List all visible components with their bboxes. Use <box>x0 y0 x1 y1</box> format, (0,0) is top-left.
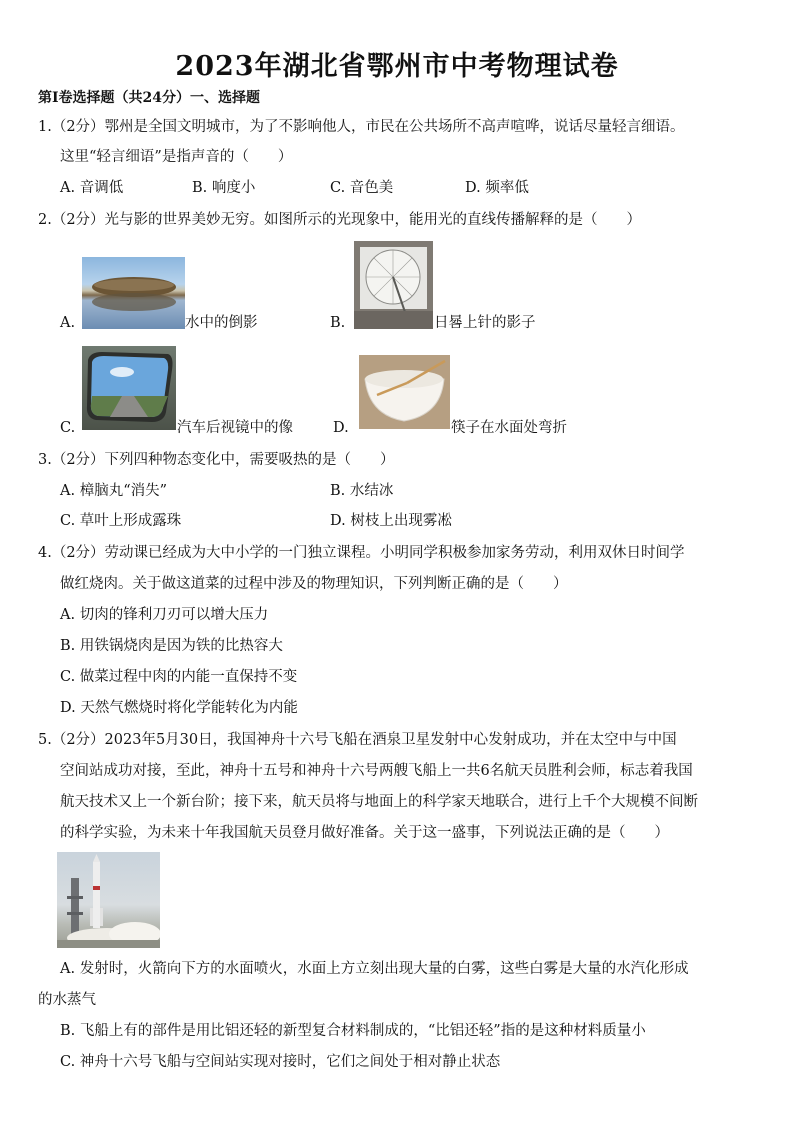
q3-option-d: D. 树枝上出现雾凇 <box>330 513 452 529</box>
q1-option-b: B. 响度小 <box>192 180 256 196</box>
rocket-launch-image <box>57 852 160 948</box>
q2-option-c-letter: C. <box>60 420 76 436</box>
car-mirror-drawing <box>82 346 176 430</box>
q3-option-c: C. 草叶上形成露珠 <box>60 513 182 529</box>
car-mirror-image <box>82 346 176 430</box>
q1-option-a: A. 音调低 <box>60 180 124 196</box>
bowl-chopstick-image <box>359 355 450 429</box>
q2-option-d-text: 筷子在水面处弯折 <box>451 420 567 436</box>
q3-stem: 3.（2分）下列四种物态变化中，需要吸热的是（ ） <box>38 452 395 468</box>
q2-option-b-text: 日晷上针的影子 <box>434 315 536 331</box>
q4-option-d: D. 天然气燃烧时将化学能转化为内能 <box>60 700 298 716</box>
sundial-image <box>354 241 433 329</box>
stadium-reflection-drawing <box>82 257 185 329</box>
q1-option-d: D. 频率低 <box>465 180 529 196</box>
q5-stem-line1: 5.（2分）2023年5月30日，我国神舟十六号飞船在酒泉卫星发射中心发射成功，并在太空中与中国 <box>38 732 677 748</box>
q1-stem-line2: 这里“轻言细语”是指声音的（ ） <box>60 149 293 165</box>
q5-stem-line4: 的科学实验，为未来十年我国航天员登月做好准备。关于这一盛事，下列说法正确的是（ ） <box>60 825 669 841</box>
q3-option-b: B. 水结冰 <box>330 483 394 499</box>
exam-title: 2023年湖北省鄂州市中考物理试卷 <box>175 51 619 82</box>
stadium-reflection-image <box>82 257 185 329</box>
q2-option-c-text: 汽车后视镜中的像 <box>177 420 293 436</box>
q1-option-c: C. 音色美 <box>330 180 394 196</box>
q2-option-a-text: 水中的倒影 <box>185 315 258 331</box>
q2-option-d-letter: D. <box>333 420 349 436</box>
sundial-drawing <box>354 241 433 329</box>
bowl-chopstick-drawing <box>359 355 450 429</box>
q3-option-a: A. 樟脑丸“消失” <box>60 483 168 499</box>
q4-stem-line2: 做红烧肉。关于做这道菜的过程中涉及的物理知识，下列判断正确的是（ ） <box>60 576 568 592</box>
rocket-launch-drawing <box>57 852 160 948</box>
q2-option-a-letter: A. <box>60 315 76 331</box>
q4-option-b: B. 用铁锅烧肉是因为铁的比热容大 <box>60 638 283 654</box>
q4-option-a: A. 切肉的锋利刀刃可以增大压力 <box>60 607 269 623</box>
q4-option-c: C. 做菜过程中肉的内能一直保持不变 <box>60 669 298 685</box>
q2-stem: 2.（2分）光与影的世界美妙无穷。如图所示的光现象中，能用光的直线传播解释的是（ ） <box>38 212 642 228</box>
q5-stem-line2: 空间站成功对接，至此，神舟十五号和神舟十六号两艘飞船上一共6名航天员胜利会师，标志着我国 <box>60 763 693 779</box>
q5-option-a-line2: 的水蒸气 <box>38 992 96 1008</box>
q5-option-b: B. 飞船上有的部件是用比铝还轻的新型复合材料制成的，“比铝还轻”指的是这种材料质量小 <box>60 1023 646 1039</box>
q1-stem-line1: 1.（2分）鄂州是全国文明城市，为了不影响他人，市民在公共场所不高声喧哗，说话尽量轻言细语。 <box>38 119 685 135</box>
q5-option-a-line1: A. 发射时，火箭向下方的水面喷火，水面上方立刻出现大量的白雾，这些白雾是大量的水汽化形成 <box>60 961 689 977</box>
q5-option-c: C. 神舟十六号飞船与空间站实现对接时，它们之间处于相对静止状态 <box>60 1054 501 1070</box>
section-heading: 第Ⅰ卷选择题（共24分）一、选择题 <box>38 90 261 106</box>
q5-stem-line3: 航天技术又上一个新台阶；接下来，航天员将与地面上的科学家天地联合，进行上千个大规模不间断 <box>60 794 698 810</box>
q4-stem-line1: 4.（2分）劳动课已经成为大中小学的一门独立课程。小明同学积极参加家务劳动，利用双休日时间学 <box>38 545 685 561</box>
q2-option-b-letter: B. <box>330 315 346 331</box>
